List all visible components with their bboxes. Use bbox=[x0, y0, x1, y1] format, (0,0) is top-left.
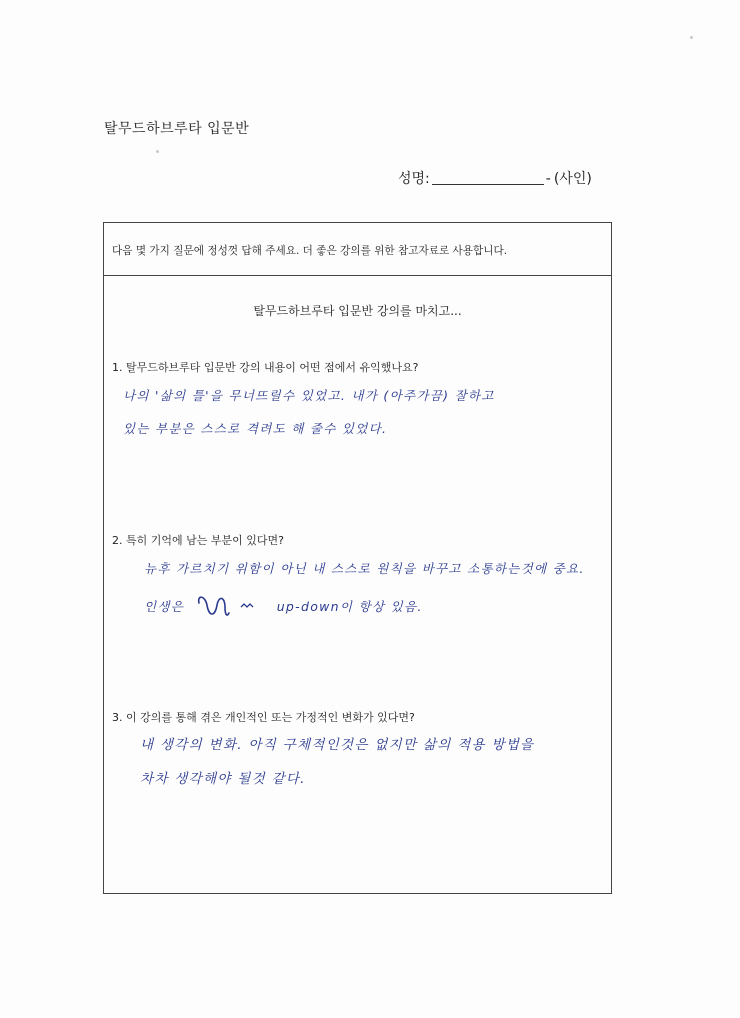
scan-speck bbox=[690, 36, 693, 39]
answer-3-line-1: 내 생각의 변화. 아직 구체적인것은 없지만 삶의 적용 방법을 bbox=[140, 737, 535, 753]
answer-2-line-2 bbox=[144, 593, 423, 619]
answer-2-line-2-end: up-down이 항상 있음. bbox=[276, 599, 423, 614]
instruction-text: 다음 몇 가지 질문에 정성껏 답해 주세요. 더 좋은 강의를 위한 참고자료로 사용합니다. bbox=[112, 245, 508, 257]
answer-1-line-2: 있는 부분은 스스로 격려도 해 줄수 있었다. bbox=[123, 421, 388, 436]
scan-speck bbox=[156, 150, 159, 153]
question-2: 2. 특히 기억에 남는 부분이 있다면? bbox=[112, 534, 284, 547]
name-blank-line bbox=[432, 170, 544, 185]
questionnaire-box bbox=[103, 222, 612, 894]
answer-3-line-2: 차차 생각해야 될것 같다. bbox=[140, 771, 306, 787]
question-3: 3. 이 강의를 통해 겪은 개인적인 또는 가정적인 변화가 있다면? bbox=[112, 711, 415, 724]
sign-label: (사인) bbox=[553, 171, 592, 187]
name-label: 성명: bbox=[398, 171, 430, 187]
wave-drawing-icon bbox=[195, 593, 265, 619]
question-1: 1. 탈무드하브루타 입문반 강의 내용이 어떤 점에서 유익했나요? bbox=[112, 361, 419, 374]
answer-2-line-1: 뉴후 가르치기 위함이 아닌 내 스스로 원칙을 바꾸고 소통하는것에 중요. bbox=[144, 561, 585, 576]
answer-2-line-2-start: 인생은 bbox=[144, 599, 185, 614]
answer-1-line-1: 나의 '삶의 틀'을 무너뜨릴수 있었고. 내가 (아주가끔) 잘하고 bbox=[123, 388, 495, 403]
signature-field bbox=[398, 168, 592, 188]
instruction-row bbox=[104, 223, 611, 276]
document-title: 탈무드하브루타 입문반 bbox=[104, 121, 250, 137]
section-heading: 탈무드하브루타 입문반 강의를 마치고... bbox=[253, 304, 462, 318]
signature-dot: - bbox=[545, 171, 551, 187]
